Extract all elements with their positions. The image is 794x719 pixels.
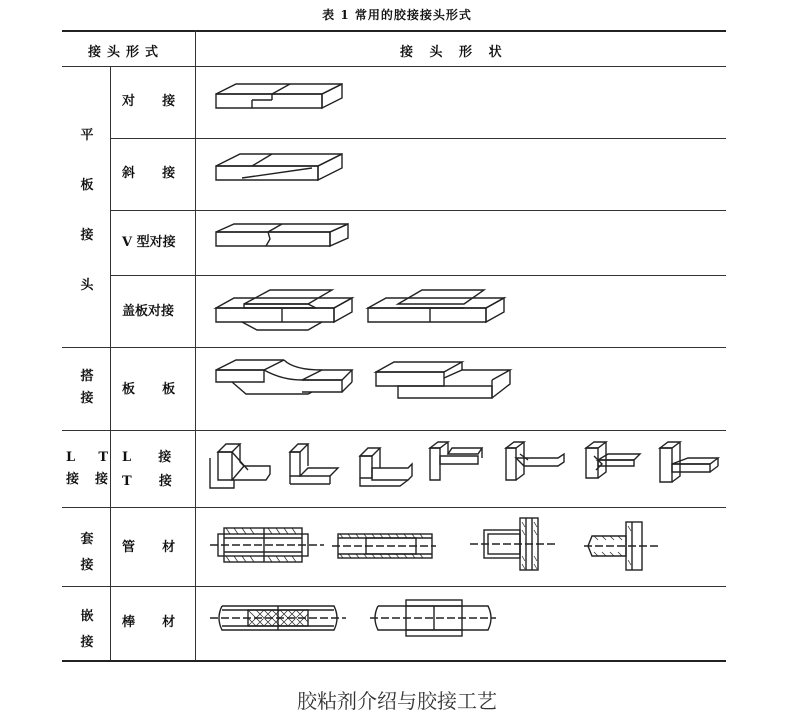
lap-joint-figure-2 bbox=[372, 358, 517, 406]
row-label-rod: 棒 材 bbox=[122, 615, 176, 630]
row-rule bbox=[110, 210, 726, 211]
t-joint-figure-4 bbox=[654, 438, 724, 490]
t-joint-figure-2 bbox=[500, 438, 570, 490]
l-joint-figure-2 bbox=[284, 440, 344, 492]
row-label-l-joint: L 接 bbox=[122, 450, 172, 465]
header-rule bbox=[62, 66, 726, 67]
v-butt-joint-figure bbox=[212, 220, 352, 260]
group-label-socket: 套 接 bbox=[80, 532, 94, 573]
tube-socket-figure-4 bbox=[582, 518, 662, 572]
col-divider-sub bbox=[110, 66, 111, 660]
row-label-butt: 对 接 bbox=[122, 94, 176, 109]
row-label-plate-plate: 板 板 bbox=[122, 382, 176, 397]
page-caption: 胶粘剂介绍与胶接工艺 bbox=[297, 689, 497, 713]
row-label-scarf: 斜 接 bbox=[122, 166, 176, 181]
group-label-lap: 搭 接 bbox=[80, 369, 94, 406]
t-joint-figure-3 bbox=[578, 438, 648, 490]
row-rule bbox=[110, 138, 726, 139]
group-rule bbox=[62, 586, 726, 587]
row-label-tube: 管 材 bbox=[122, 540, 176, 555]
rod-embed-figure-1 bbox=[208, 598, 348, 640]
group-label-lt: L T 接 接 bbox=[66, 450, 108, 487]
group-rule bbox=[62, 347, 726, 348]
cover-plate-joint-figure-1 bbox=[212, 286, 357, 334]
l-joint-figure-3 bbox=[354, 440, 416, 492]
tube-socket-figure-3 bbox=[468, 516, 558, 572]
header-joint-shape: 接 头 形 状 bbox=[400, 45, 508, 60]
row-label-v-butt: V 型对接 bbox=[122, 235, 176, 250]
lap-joint-figure-1 bbox=[212, 356, 357, 404]
t-joint-figure-1 bbox=[424, 438, 488, 490]
col-divider-main bbox=[195, 30, 196, 660]
header-joint-form: 接头形式 bbox=[88, 45, 165, 60]
row-rule bbox=[110, 275, 726, 276]
group-rule bbox=[62, 507, 726, 508]
scarf-joint-figure bbox=[212, 150, 352, 190]
row-label-t-joint: T 接 bbox=[122, 474, 172, 489]
tube-socket-figure-2 bbox=[330, 528, 438, 568]
group-label-embedded: 嵌 接 bbox=[80, 609, 94, 650]
table-bottom-rule bbox=[62, 660, 726, 662]
butt-joint-figure bbox=[212, 80, 352, 120]
row-label-cover-plate: 盖板对接 bbox=[122, 304, 175, 319]
group-label-flat-plate: 平 板 接 头 bbox=[80, 128, 94, 293]
group-rule bbox=[62, 430, 726, 431]
cover-plate-joint-figure-2 bbox=[364, 286, 509, 334]
tube-socket-figure-1 bbox=[208, 522, 328, 568]
table-top-rule bbox=[62, 30, 726, 32]
l-joint-figure-1 bbox=[204, 440, 274, 492]
rod-embed-figure-2 bbox=[368, 596, 498, 642]
table-title: 表 1 常用的胶接接头形式 bbox=[322, 8, 472, 22]
